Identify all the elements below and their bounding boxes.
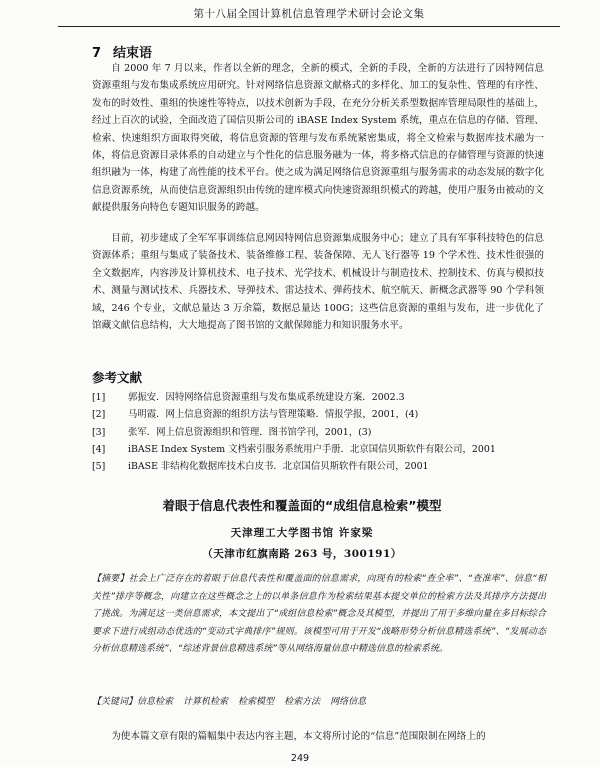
reference-number: [1] — [92, 392, 106, 403]
keyword: 信息检索 — [137, 697, 174, 707]
page-number: 249 — [290, 753, 310, 764]
reference-list — [92, 389, 552, 475]
abstract — [92, 571, 546, 659]
article-author: 天津理工大学图书馆 许家梁 — [230, 527, 374, 539]
article-body-start: 为使本篇文章有限的篇幅集中表达内容主题，本文将所讨论的“信息”范围限制在网络上的 — [111, 731, 486, 742]
conclusion-paragraph-2: 目前，初步建成了全军军事训练信息网因特网信息资源集成服务中心；建立了具有军事科技特色的信息资源体系；重组与集成了装备技术、装备维修工程、装备保障、无人飞行器等 19 个学术性、技术性很强的全文数据库，内容涉及计算机技术、电子技术、光学技术、机械设计与制造技术、控制技术、仿真与模拟技术、测量与测试技术、兵器技术、导弹技术、雷达技术、弹药技术、航空航天、新概念武器等 90 个学科领域，246 个专业，文献总量达 3 万余篇，数据总量达 100G；这些信息资源的重组与发布，进一步优化了馆藏文献信息结构，大大地提高了图书馆的文献保障能力和知识服务水平。 — [92, 233, 544, 332]
article-title: 着眼于信息代表性和覆盖面的“成组信息检索”模型 — [162, 498, 442, 513]
abstract-label: 【摘要】 — [92, 574, 129, 584]
keywords-label: 【关键词】 — [92, 697, 138, 707]
reference-text: 郭振安．因特网络信息资源重组与发布集成系统建设方案．2002.3 — [128, 392, 405, 403]
references-heading: 参考文献 — [92, 370, 143, 385]
article-address: （天津市红旗南路 263 号，300191） — [202, 548, 402, 560]
section-title: 结束语 — [113, 46, 153, 61]
reference-number: [4] — [92, 443, 106, 455]
keyword: 检索模型 — [238, 697, 275, 707]
reference-item — [92, 389, 552, 406]
reference-text: iBASE Index System 文档索引服务系统用户手册．北京国信贝斯软件有限公司，2001 — [128, 443, 496, 455]
reference-item — [92, 458, 552, 475]
reference-text: 马明霞．网上信息资源的组织方法与管理策略．情报学报，2001，(4) — [128, 409, 419, 421]
reference-number: [2] — [92, 409, 106, 421]
reference-item — [92, 441, 552, 458]
keyword: 网络信息 — [330, 697, 367, 707]
section-number: 7 — [92, 46, 102, 61]
reference-number: [5] — [92, 461, 106, 473]
reference-item — [92, 424, 552, 441]
keywords — [92, 694, 546, 711]
reference-text: iBASE 非结构化数据库技术白皮书．北京国信贝斯软件有限公司，2001 — [128, 461, 429, 473]
conclusion-paragraph-1: 自 2000 年 7 月以来，作者以全新的理念，全新的模式，全新的手段，全新的方法进行了因特网信息资源重组与发布集成系统应用研究。针对网络信息资源文献格式的多样化、加工的复杂性、管理的有序性、发布的时效性、重组的快速性等特点，以技术创新为手段，在充分分析关系型数据库管理局限性的基础上，经过上百次的试验，全面改造了国信贝斯公司的 iBASE Index System 系统，重点在信息的存储、管理、检索、快速组织方面取得突破，将信息资源的管理与发布系统紧密集成，将全文检索与数据库技术融为一体，将信息资源目录体系的自动建立与个性化的信息服务融为一体，将多格式信息的存储管理与资源的快速组织融为一体，构建了高性能的技术平台。使之成为满足网络信息资源重组与服务需求的动态发展的数字化信息资源系统，从而使信息资源组织由传统的建库模式向快速资源组织模式的跨越，使用户服务由被动的文献提供服务向特色专题知识服务的跨越。 — [92, 63, 544, 214]
running-header: 第十八届全国计算机信息管理学术研讨会论文集 — [58, 4, 560, 27]
abstract-text: 社会上广泛存在的着眼于信息代表性和覆盖面的信息需求，向现有的检索“查全率”、“查准率”、信息“相关性”排序等概念，向建立在这些概念之上的以单条信息作为检索结果基本提交单位的检索方法及其排序方法提出了挑战。为满足这一类信息需求，本文提出了“成组信息检索”概念及其模型，并提出了用于多维向量在多目标综合要求下进行成组动态优选的“变动式字典排序”规则。该模型可用于开发“战略形势分析信息精选系统”、“发展动态分析信息精选系统”、“综述背景信息精选系统”等从网络海量信息中精选信息的检索系统。 — [92, 574, 546, 655]
reference-number: [3] — [92, 426, 106, 438]
reference-text: 张军．网上信息资源组织和管理．图书馆学刊，2001，(3) — [128, 426, 372, 438]
reference-item — [92, 406, 552, 423]
keyword: 计算机检索 — [183, 697, 229, 707]
conclusion-heading — [92, 42, 152, 61]
keyword: 检索方法 — [284, 697, 321, 707]
